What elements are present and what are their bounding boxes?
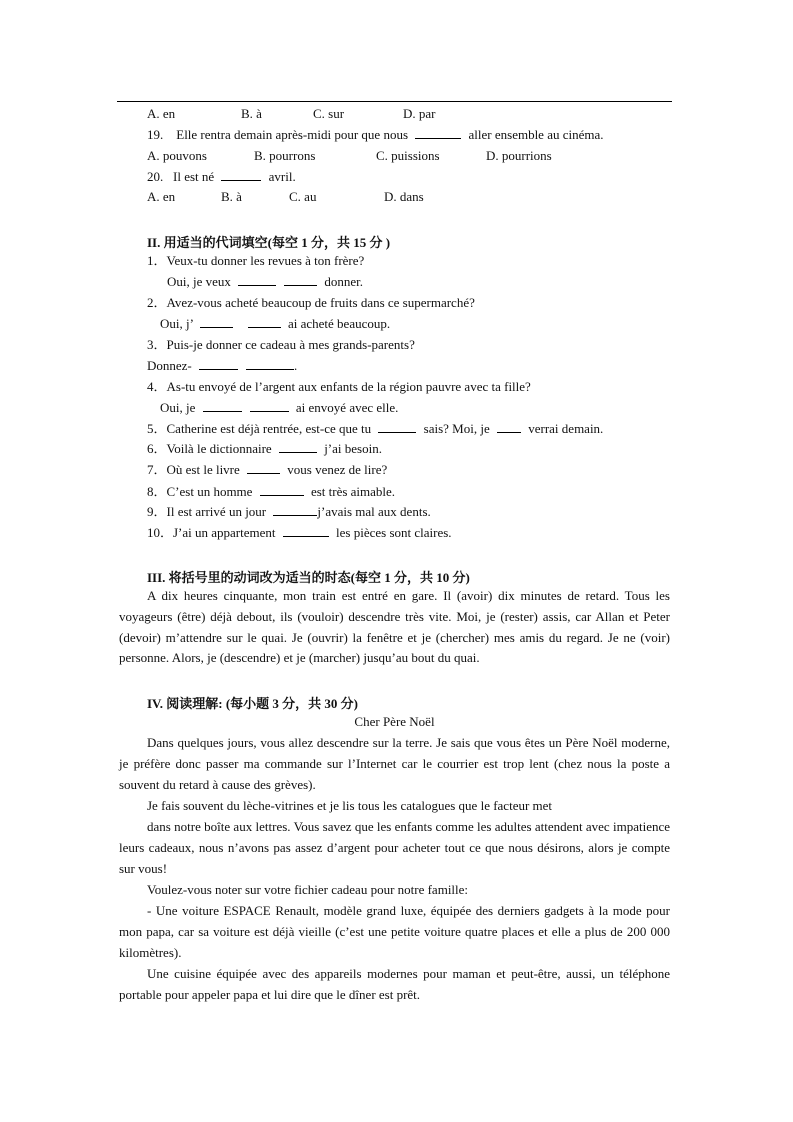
answer-line — [160, 316, 390, 332]
question-text: 10．J’ai un appartement — [147, 525, 276, 540]
section-heading: II. 用适当的代词填空(每空 1 分，共 15 分 ) — [147, 235, 391, 250]
answer-blank[interactable] — [279, 441, 317, 453]
question-text: 8．C’est un homme — [147, 484, 253, 499]
answer-text: Donnez- — [147, 358, 192, 373]
answer-blank[interactable] — [378, 421, 416, 433]
option: B. pourrons — [254, 148, 316, 163]
answer-line — [147, 358, 297, 374]
section-heading: III. 将括号里的动词改为适当的时态(每空 1 分，共 10 分) — [147, 570, 470, 585]
question-10 — [147, 525, 452, 541]
option: D. par — [403, 106, 436, 121]
question-text: Elle rentra demain après-midi pour que nous — [176, 127, 409, 142]
question-7 — [147, 462, 387, 478]
question-text: 7．Où est le livre — [147, 462, 240, 477]
answer-blank[interactable] — [248, 316, 281, 328]
answer-text: donner. — [324, 274, 364, 289]
question-text: 3．Puis-je donner ce cadeau à mes grands-parents? — [147, 337, 415, 352]
answer-blank[interactable] — [238, 274, 276, 286]
passage-paragraph: Dans quelques jours, vous allez descendre sur la terre. Je sais que vous êtes un Père Noël moderne, je préfère donc passer ma commande sur l’Internet car le courrier est trop lent (chez nous la poste a souvent du retard à cause des grèves). — [119, 735, 670, 792]
question-text: j’avais mal aux dents. — [317, 504, 431, 519]
passage-paragraph: Voulez-vous noter sur votre fichier cadeau pour notre famille: — [147, 882, 469, 897]
question-20 — [147, 169, 296, 185]
question-number: 19. — [147, 127, 164, 142]
answer-blank[interactable] — [273, 504, 317, 516]
question-text: est très aimable. — [310, 484, 396, 499]
header-rule — [117, 101, 672, 102]
option: D. dans — [384, 189, 424, 204]
answer-blank[interactable] — [497, 421, 521, 433]
option: A. en — [147, 189, 176, 204]
question-text: 1．Veux-tu donner les revues à ton frère? — [147, 253, 365, 268]
answer-text: Oui, je — [160, 400, 196, 415]
option: B. à — [241, 106, 262, 121]
answer-text: Oui, je veux — [167, 274, 231, 289]
option: C. puissions — [376, 148, 440, 163]
answer-blank[interactable] — [246, 358, 294, 370]
answer-blank[interactable] — [260, 484, 304, 496]
verb-tense-passage: A dix heures cinquante, mon train est entré en gare. Il (avoir) dix minutes de retard. Tous les voyageurs (être) déjà debout, ils (vouloir) descendre très vite. Moi, je (rester) assis, car Allan et Peter (devoir) m’attendre sur le quai. Je (ouvrir) la fenêtre et je (chercher) mes amis du regard. Je ne (voir) personne. Alors, je (descendre) et je (marcher) jusqu’au bout du quai. — [119, 588, 670, 666]
question-text: avril. — [268, 169, 296, 184]
question-19 — [147, 127, 604, 143]
question-5 — [147, 421, 603, 437]
answer-line — [167, 274, 363, 290]
option: D. pourrions — [486, 148, 552, 163]
question-text: les pièces sont claires. — [336, 525, 452, 540]
answer-text: Oui, j’ — [160, 316, 193, 331]
question-text: 5．Catherine est déjà rentrée, est-ce que tu — [147, 421, 372, 436]
answer-text: ai acheté beaucoup. — [287, 316, 391, 331]
answer-blank[interactable] — [199, 358, 238, 370]
passage-title-text: Cher Père Noël — [354, 714, 435, 729]
question-8 — [147, 484, 395, 500]
question-text: verrai demain. — [528, 421, 604, 436]
question-number: 20. — [147, 169, 164, 184]
question-text: aller ensemble au cinéma. — [468, 127, 604, 142]
answer-blank[interactable] — [250, 400, 289, 412]
answer-blank[interactable] — [200, 316, 233, 328]
answer-text: . — [294, 358, 298, 373]
answer-text: ai envoyé avec elle. — [295, 400, 399, 415]
question-9 — [147, 504, 431, 520]
option: C. sur — [313, 106, 345, 121]
passage-title — [0, 714, 793, 730]
answer-line — [160, 400, 398, 416]
answer-blank[interactable] — [221, 169, 261, 181]
passage-paragraph: - Une voiture ESPACE Renault, modèle grand luxe, équipée des derniers gadgets à la mode pour mon papa, car sa voiture est déjà vieille (c’est une petite voiture quatre places et elle a plus de 200 000 kilomètres). — [119, 903, 670, 960]
question-6 — [147, 441, 382, 457]
section-heading: IV. 阅读理解: (每小题 3 分，共 30 分) — [147, 696, 359, 711]
question-text: 4．As-tu envoyé de l’argent aux enfants de la région pauvre avec ta fille? — [147, 379, 531, 394]
question-text: vous venez de lire? — [287, 462, 388, 477]
question-text: 2．Avez-vous acheté beaucoup de fruits dans ce supermarché? — [147, 295, 475, 310]
answer-blank[interactable] — [203, 400, 242, 412]
answer-blank[interactable] — [284, 274, 317, 286]
question-text: 9．Il est arrivé un jour — [147, 504, 267, 519]
answer-blank[interactable] — [247, 462, 280, 474]
question-text: j’ai besoin. — [324, 441, 382, 456]
question-text: 6．Voilà le dictionnaire — [147, 441, 272, 456]
option: A. en — [147, 106, 176, 121]
passage-paragraph: dans notre boîte aux lettres. Vous savez que les enfants comme les adultes attendent avec impatience leurs cadeaux, nous n’avons pas assez d’argent pour acheter tout ce que nous désirons, alors je compte sur vous! — [119, 819, 670, 876]
question-text: sais? Moi, je — [423, 421, 490, 436]
passage-paragraph: Je fais souvent du lèche-vitrines et je lis tous les catalogues que le facteur met — [147, 798, 553, 813]
option: A. pouvons — [147, 148, 207, 163]
answer-blank[interactable] — [283, 525, 329, 537]
option: C. au — [289, 189, 317, 204]
question-text: Il est né — [173, 169, 215, 184]
answer-blank[interactable] — [415, 127, 461, 139]
passage-paragraph: Une cuisine équipée avec des appareils modernes pour maman et peut-être, aussi, un téléphone portable pour appeler papa et lui dire que le dîner est prêt. — [119, 966, 670, 1002]
option: B. à — [221, 189, 242, 204]
